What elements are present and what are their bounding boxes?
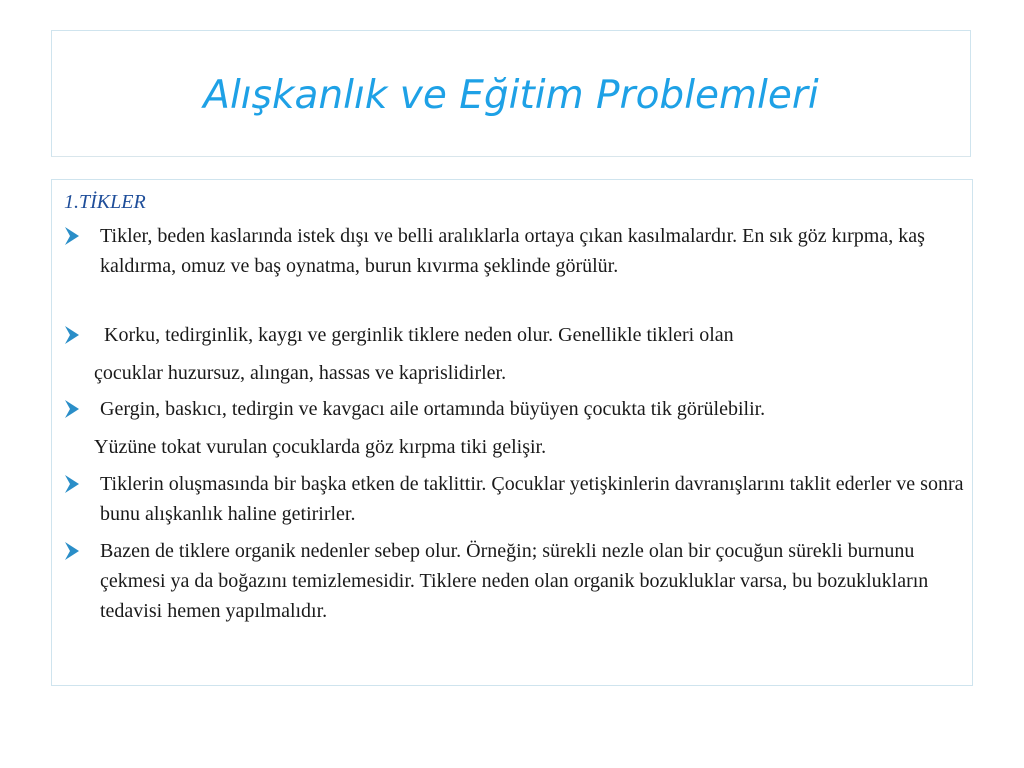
arrowhead-bullet-icon <box>64 540 80 562</box>
arrowhead-bullet-icon <box>64 324 80 346</box>
bullet-text: Tikler, beden kaslarında istek dışı ve belli aralıklarla ortaya çıkan kasılmalardır. En sık göz kırpma, kaş kaldırma, omuz ve baş oynatma, burun kıvırma şeklinde görülür. <box>100 225 925 277</box>
content-placeholder <box>51 179 973 686</box>
continuation-line: Yüzüne tokat vurulan çocuklarda göz kırpma tiki gelişir. <box>94 436 547 458</box>
bullet-text: Tiklerin oluşmasında bir başka etken de taklittir. Çocuklar yetişkinlerin davranışlarını taklit ederler ve sonra bunu alışkanlık haline getirirler. <box>100 473 964 525</box>
title-placeholder <box>51 30 971 157</box>
arrowhead-bullet-icon <box>64 473 80 495</box>
continuation-line: çocuklar huzursuz, alıngan, hassas ve kaprislidirler. <box>94 362 507 384</box>
arrowhead-bullet-icon <box>64 398 80 420</box>
section-heading: 1.TİKLER <box>64 191 146 213</box>
bullet-text: Bazen de tiklere organik nedenler sebep olur. Örneğin; sürekli nezle olan bir çocuğun sürekli burnunu çekmesi ya da boğazını temizlemesidir. Tiklere neden olan organik bozukluklar varsa, bu bozuklukların tedavisi hemen yapılmalıdır. <box>100 540 929 622</box>
bullet-text: Korku, tedirginlik, kaygı ve gerginlik tiklere neden olur. Genellikle tikleri olan <box>104 324 734 346</box>
slide-title: Alışkanlık ve Eğitim Problemleri <box>203 73 819 118</box>
bullet-text: Gergin, baskıcı, tedirgin ve kavgacı aile ortamında büyüyen çocukta tik görülebilir. <box>100 398 766 420</box>
arrowhead-bullet-icon <box>64 225 80 247</box>
